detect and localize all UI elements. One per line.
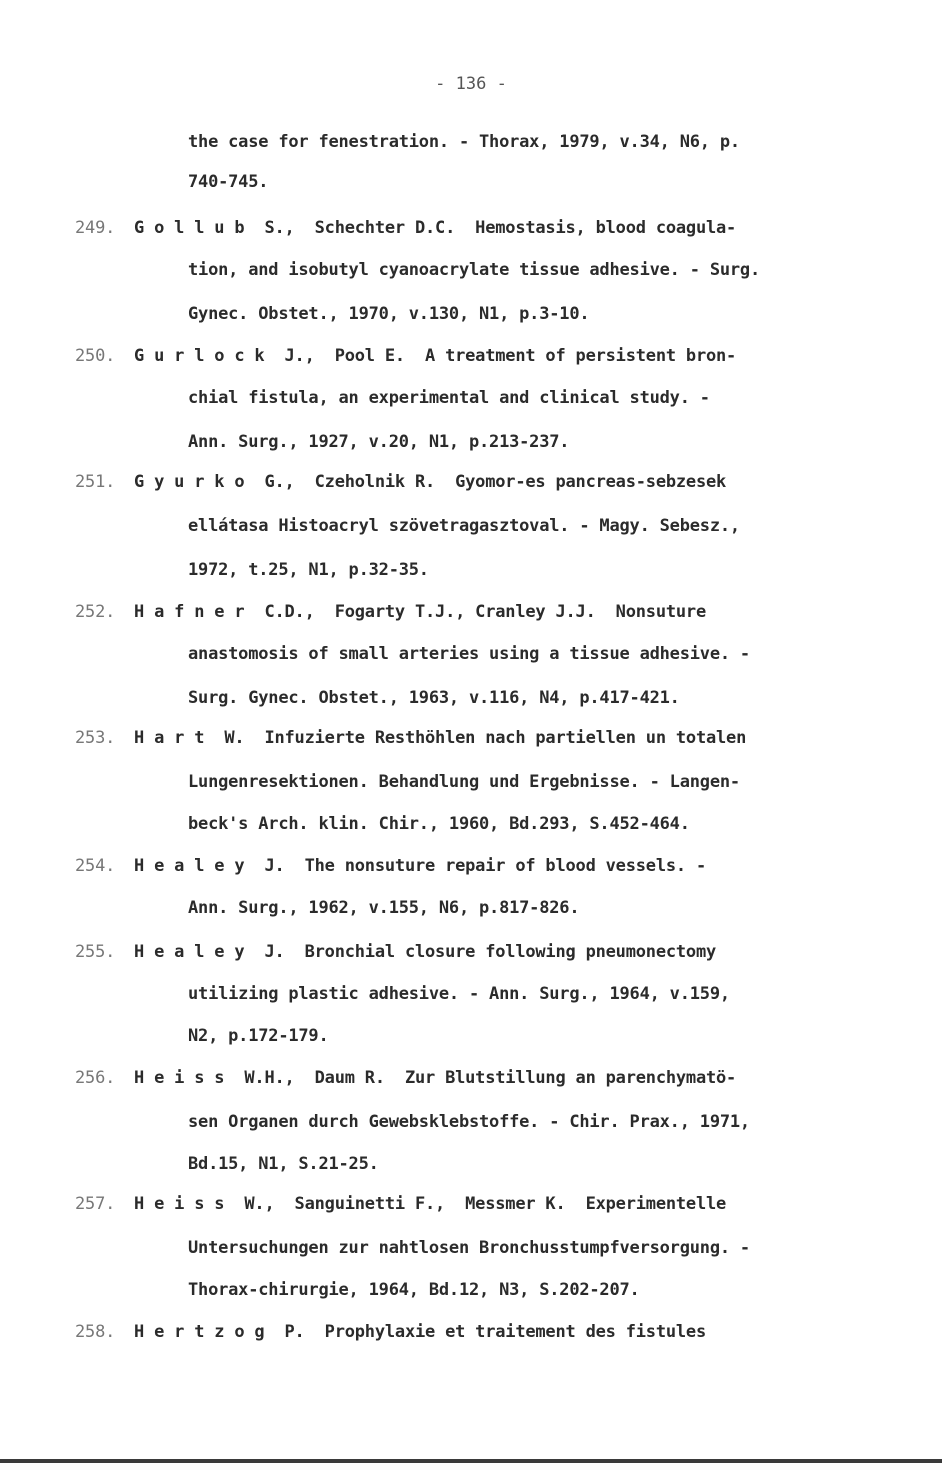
reference-line: anastomosis of small arteries using a tissue adhesive. - — [188, 644, 750, 664]
bottom-rule — [0, 1459, 942, 1463]
reference-line: H a f n e r C.D., Fogarty T.J., Cranley J.J. Nonsuture — [134, 602, 706, 622]
reference-number: 252. — [75, 602, 116, 622]
reference-line: chial fistula, an experimental and clinical study. - — [188, 388, 710, 408]
reference-line: utilizing plastic adhesive. - Ann. Surg., 1964, v.159, — [188, 984, 730, 1004]
reference-line: 1972, t.25, N1, p.32-35. — [188, 560, 429, 580]
reference-line: H e a l e y J. The nonsuture repair of blood vessels. - — [134, 856, 706, 876]
reference-line: tion, and isobutyl cyanoacrylate tissue adhesive. - Surg. — [188, 260, 760, 280]
reference-number: 257. — [75, 1194, 116, 1214]
reference-number: 253. — [75, 728, 116, 748]
reference-line: Ann. Surg., 1927, v.20, N1, p.213-237. — [188, 432, 570, 452]
reference-number: 251. — [75, 472, 116, 492]
reference-line: beck's Arch. klin. Chir., 1960, Bd.293, S.452-464. — [188, 814, 690, 834]
reference-line: H e i s s W., Sanguinetti F., Messmer K. Experimentelle — [134, 1194, 727, 1214]
page-number: - 136 - — [435, 74, 507, 94]
reference-number: 256. — [75, 1068, 116, 1088]
reference-line: H e i s s W.H., Daum R. Zur Blutstillung an parenchymatö- — [134, 1068, 737, 1088]
reference-line: Untersuchungen zur nahtlosen Bronchusstumpfversorgung. - — [188, 1238, 750, 1258]
reference-line: Bd.15, N1, S.21-25. — [188, 1154, 379, 1174]
reference-line: H a r t W. Infuzierte Resthöhlen nach partiellen un totalen — [134, 728, 747, 748]
reference-number: 250. — [75, 346, 116, 366]
reference-line: the case for fenestration. - Thorax, 1979, v.34, N6, p. — [188, 132, 740, 152]
reference-line: H e a l e y J. Bronchial closure following pneumonectomy — [134, 942, 717, 962]
reference-number: 258. — [75, 1322, 116, 1342]
reference-line: G y u r k o G., Czeholnik R. Gyomor-es pancreas-sebzesek — [134, 472, 727, 492]
reference-line: Thorax-chirurgie, 1964, Bd.12, N3, S.202-207. — [188, 1280, 640, 1300]
reference-line: sen Organen durch Gewebsklebstoffe. - Chir. Prax., 1971, — [188, 1112, 750, 1132]
reference-line: Ann. Surg., 1962, v.155, N6, p.817-826. — [188, 898, 580, 918]
reference-line: N2, p.172-179. — [188, 1026, 329, 1046]
reference-number: 249. — [75, 218, 116, 238]
reference-line: 740-745. — [188, 172, 269, 192]
reference-line: G u r l o c k J., Pool E. A treatment of persistent bron- — [134, 346, 737, 366]
reference-line: G o l l u b S., Schechter D.C. Hemostasis, blood coagula- — [134, 218, 737, 238]
reference-line: Surg. Gynec. Obstet., 1963, v.116, N4, p.417-421. — [188, 688, 680, 708]
reference-line: ellátasa Histoacryl szövetragasztoval. - Magy. Sebesz., — [188, 516, 740, 536]
reference-line: H e r t z o g P. Prophylaxie et traitement des fistules — [134, 1322, 706, 1342]
reference-number: 255. — [75, 942, 116, 962]
reference-line: Gynec. Obstet., 1970, v.130, N1, p.3-10. — [188, 304, 590, 324]
reference-line: Lungenresektionen. Behandlung und Ergebnisse. - Langen- — [188, 772, 740, 792]
reference-number: 254. — [75, 856, 116, 876]
